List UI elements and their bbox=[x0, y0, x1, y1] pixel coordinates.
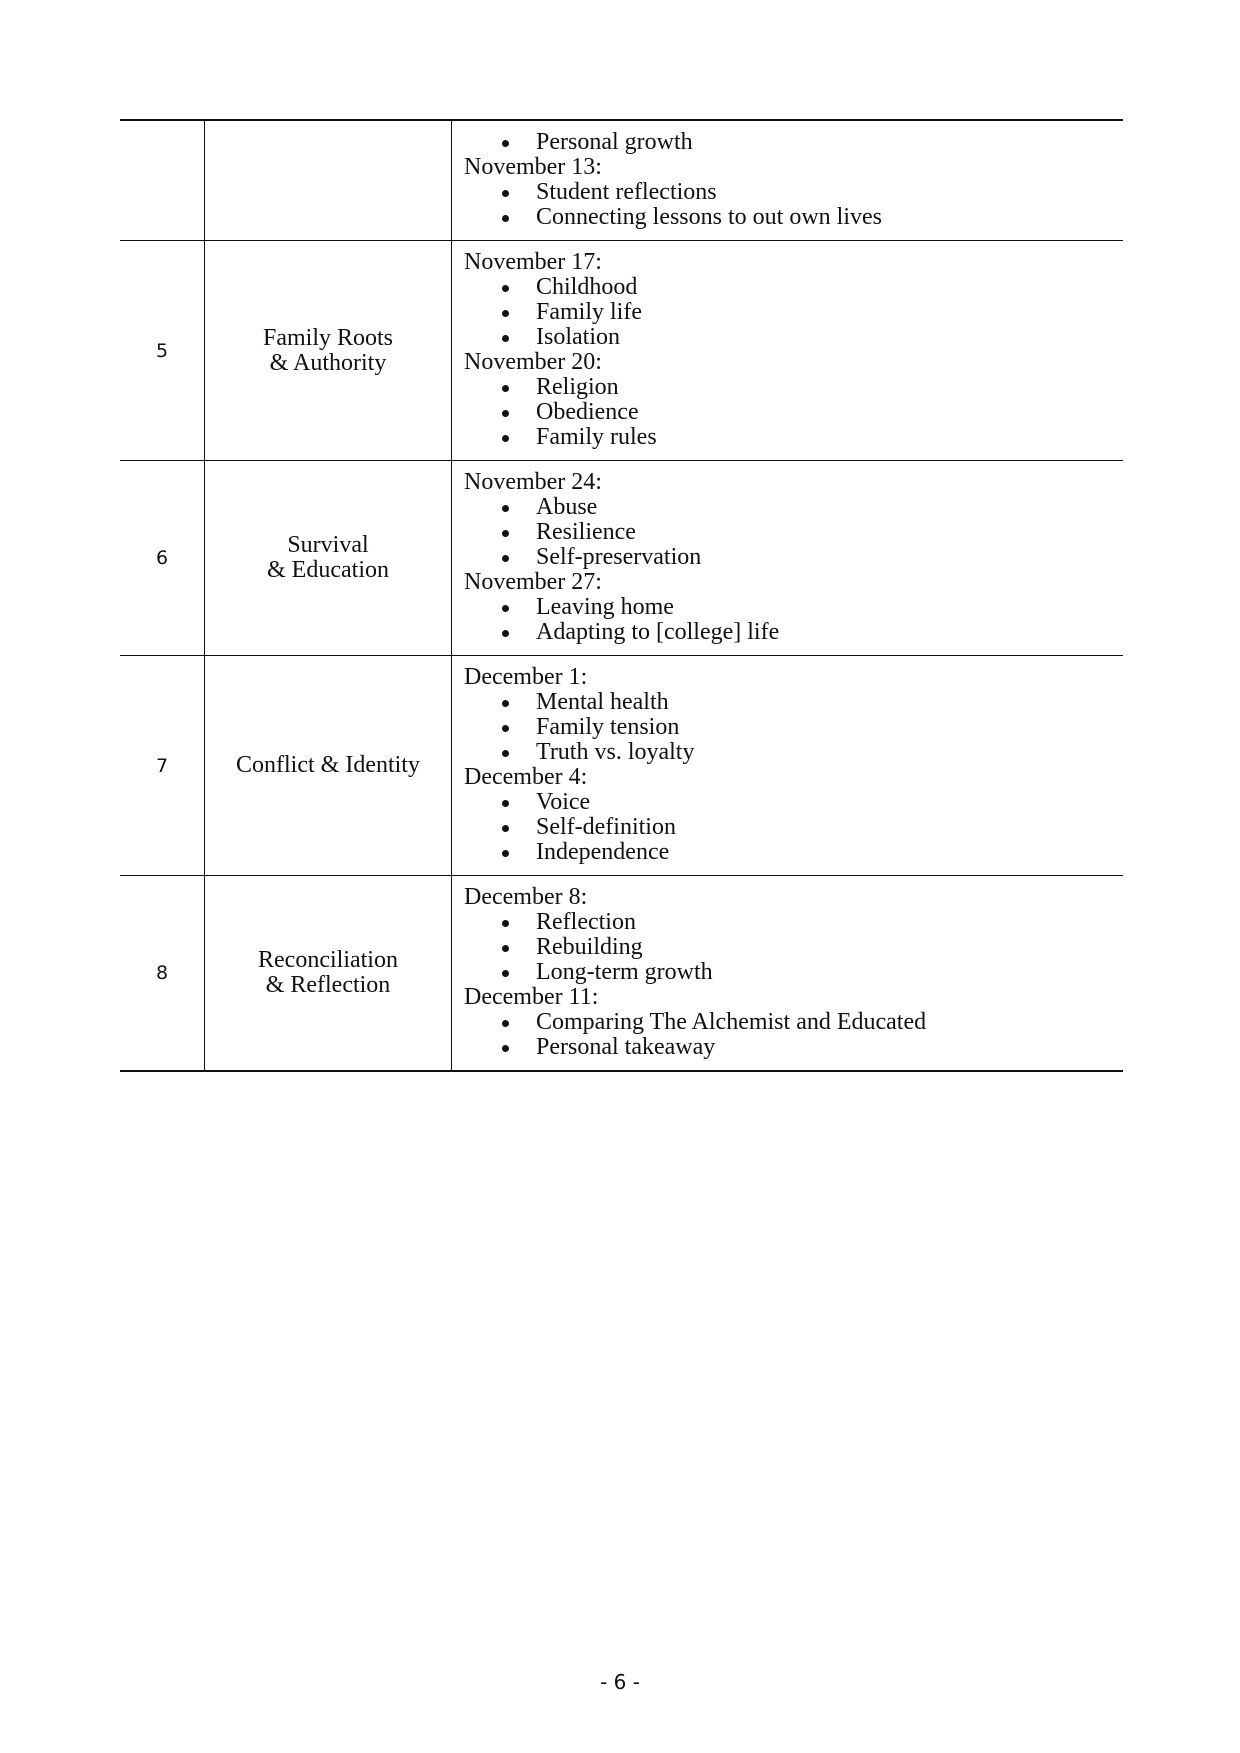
session-date: November 24: bbox=[464, 469, 602, 495]
bullet-icon bbox=[502, 1020, 509, 1027]
unit-title-cell bbox=[205, 241, 452, 461]
topic-text: Adapting to [college] life bbox=[536, 619, 780, 645]
topic-item bbox=[502, 495, 1123, 520]
bullet-icon bbox=[502, 140, 509, 147]
topic-item bbox=[502, 130, 1123, 155]
session-details-cell bbox=[452, 876, 1124, 1072]
bullet-icon bbox=[502, 970, 509, 977]
session-date: November 27: bbox=[464, 569, 602, 595]
topic-text: Truth vs. loyalty bbox=[536, 739, 695, 765]
week-number-cell: 7 bbox=[155, 754, 169, 777]
topic-list bbox=[464, 595, 1123, 645]
topic-item bbox=[502, 275, 1123, 300]
topic-text: Mental health bbox=[536, 689, 669, 715]
topic-list bbox=[464, 790, 1123, 865]
topic-item bbox=[502, 1010, 1123, 1035]
bullet-icon bbox=[502, 555, 509, 562]
topic-item bbox=[502, 545, 1123, 570]
week-number-cell bbox=[120, 120, 205, 241]
bullet-icon bbox=[502, 920, 509, 927]
schedule-row bbox=[120, 656, 1123, 876]
topic-item bbox=[502, 790, 1123, 815]
unit-title-line: & Reflection bbox=[265, 972, 391, 998]
bullet-icon bbox=[502, 825, 509, 832]
topic-text: Family life bbox=[536, 299, 642, 325]
session-date: November 17: bbox=[464, 249, 602, 275]
topic-text: Self-preservation bbox=[536, 544, 702, 570]
unit-title-line: Reconciliation bbox=[258, 947, 398, 973]
unit-title-cell bbox=[205, 876, 452, 1072]
session-date: December 11: bbox=[464, 984, 599, 1010]
bullet-icon bbox=[502, 1045, 509, 1052]
schedule-row bbox=[120, 241, 1123, 461]
topic-item bbox=[502, 325, 1123, 350]
week-number-cell: 8 bbox=[155, 962, 169, 984]
topic-list bbox=[464, 690, 1123, 765]
session-date: November 20: bbox=[464, 349, 602, 375]
topic-item bbox=[502, 935, 1123, 960]
bullet-icon bbox=[502, 335, 509, 342]
topic-list bbox=[464, 375, 1123, 450]
schedule-row bbox=[120, 876, 1123, 1072]
topic-item bbox=[502, 840, 1123, 865]
session-date: December 1: bbox=[464, 664, 588, 690]
week-number-cell: 6 bbox=[155, 547, 169, 569]
unit-title-line: & Education bbox=[267, 557, 389, 583]
bullet-icon bbox=[502, 850, 509, 857]
bullet-icon bbox=[502, 505, 509, 512]
unit-title-line: Survival bbox=[287, 532, 369, 558]
topic-item bbox=[502, 690, 1123, 715]
topic-text: Long-term growth bbox=[536, 959, 713, 985]
bullet-icon bbox=[502, 945, 509, 952]
session-date: December 8: bbox=[464, 884, 588, 910]
topic-item bbox=[502, 595, 1123, 620]
session-details-cell bbox=[452, 120, 1124, 241]
topic-item bbox=[502, 205, 1123, 230]
unit-title-cell bbox=[205, 461, 452, 656]
topic-text: Resilience bbox=[536, 519, 636, 545]
bullet-icon bbox=[502, 285, 509, 292]
schedule-body bbox=[120, 120, 1123, 1071]
bullet-icon bbox=[502, 385, 509, 392]
bullet-icon bbox=[502, 605, 509, 612]
week-number-cell: 5 bbox=[155, 339, 169, 362]
topic-text: Rebuilding bbox=[536, 934, 643, 960]
topic-text: Personal takeaway bbox=[536, 1034, 716, 1060]
topic-text: Religion bbox=[536, 374, 619, 400]
course-schedule-table bbox=[120, 119, 1123, 1072]
topic-item bbox=[502, 300, 1123, 325]
bullet-icon bbox=[502, 435, 509, 442]
session-details-cell bbox=[452, 656, 1124, 876]
topic-item bbox=[502, 815, 1123, 840]
topic-text: Student reflections bbox=[536, 179, 717, 205]
session-date: December 4: bbox=[464, 764, 588, 790]
topic-text: Independence bbox=[536, 839, 670, 865]
topic-item bbox=[502, 620, 1123, 645]
topic-text: Isolation bbox=[536, 324, 620, 350]
topic-text: Abuse bbox=[536, 494, 598, 520]
topic-item bbox=[502, 960, 1123, 985]
topic-text: Family rules bbox=[536, 424, 657, 450]
bullet-icon bbox=[502, 215, 509, 222]
bullet-icon bbox=[502, 310, 509, 317]
session-details-cell bbox=[452, 241, 1124, 461]
topic-list bbox=[464, 495, 1123, 570]
unit-title-line: & Authority bbox=[269, 349, 387, 376]
session-details-cell bbox=[452, 461, 1124, 656]
bullet-icon bbox=[502, 630, 509, 637]
bullet-icon bbox=[502, 725, 509, 732]
page-number: - 6 - bbox=[600, 1670, 640, 1694]
topic-text: Leaving home bbox=[536, 594, 674, 620]
topic-item bbox=[502, 715, 1123, 740]
bullet-icon bbox=[502, 750, 509, 757]
bullet-icon bbox=[502, 700, 509, 707]
unit-title-line: Family Roots bbox=[262, 324, 394, 351]
topic-item bbox=[502, 375, 1123, 400]
topic-item bbox=[502, 520, 1123, 545]
bullet-icon bbox=[502, 190, 509, 197]
topic-text: Voice bbox=[536, 789, 591, 815]
topic-item bbox=[502, 910, 1123, 935]
topic-item bbox=[502, 180, 1123, 205]
topic-text: Childhood bbox=[536, 274, 638, 300]
topic-text: Obedience bbox=[536, 399, 639, 425]
topic-text: Personal growth bbox=[536, 129, 693, 155]
topic-item bbox=[502, 1035, 1123, 1060]
topic-text: Connecting lessons to out own lives bbox=[536, 204, 882, 230]
topic-text: Comparing The Alchemist and Educated bbox=[536, 1009, 927, 1035]
topic-text: Family tension bbox=[536, 714, 680, 740]
topic-list bbox=[464, 130, 1123, 155]
topic-item bbox=[502, 400, 1123, 425]
schedule-row bbox=[120, 461, 1123, 656]
topic-item bbox=[502, 425, 1123, 450]
unit-title-cell bbox=[205, 656, 452, 876]
unit-title-line: Conflict & Identity bbox=[236, 752, 420, 778]
session-date: November 13: bbox=[464, 154, 602, 180]
topic-item bbox=[502, 740, 1123, 765]
schedule-row bbox=[120, 120, 1123, 241]
unit-title-cell bbox=[205, 120, 452, 241]
bullet-icon bbox=[502, 800, 509, 807]
topic-list bbox=[464, 910, 1123, 985]
bullet-icon bbox=[502, 410, 509, 417]
topic-list bbox=[464, 180, 1123, 230]
topic-text: Self-definition bbox=[536, 814, 676, 840]
topic-list bbox=[464, 1010, 1123, 1060]
topic-list bbox=[464, 275, 1123, 350]
bullet-icon bbox=[502, 530, 509, 537]
topic-text: Reflection bbox=[536, 909, 636, 935]
